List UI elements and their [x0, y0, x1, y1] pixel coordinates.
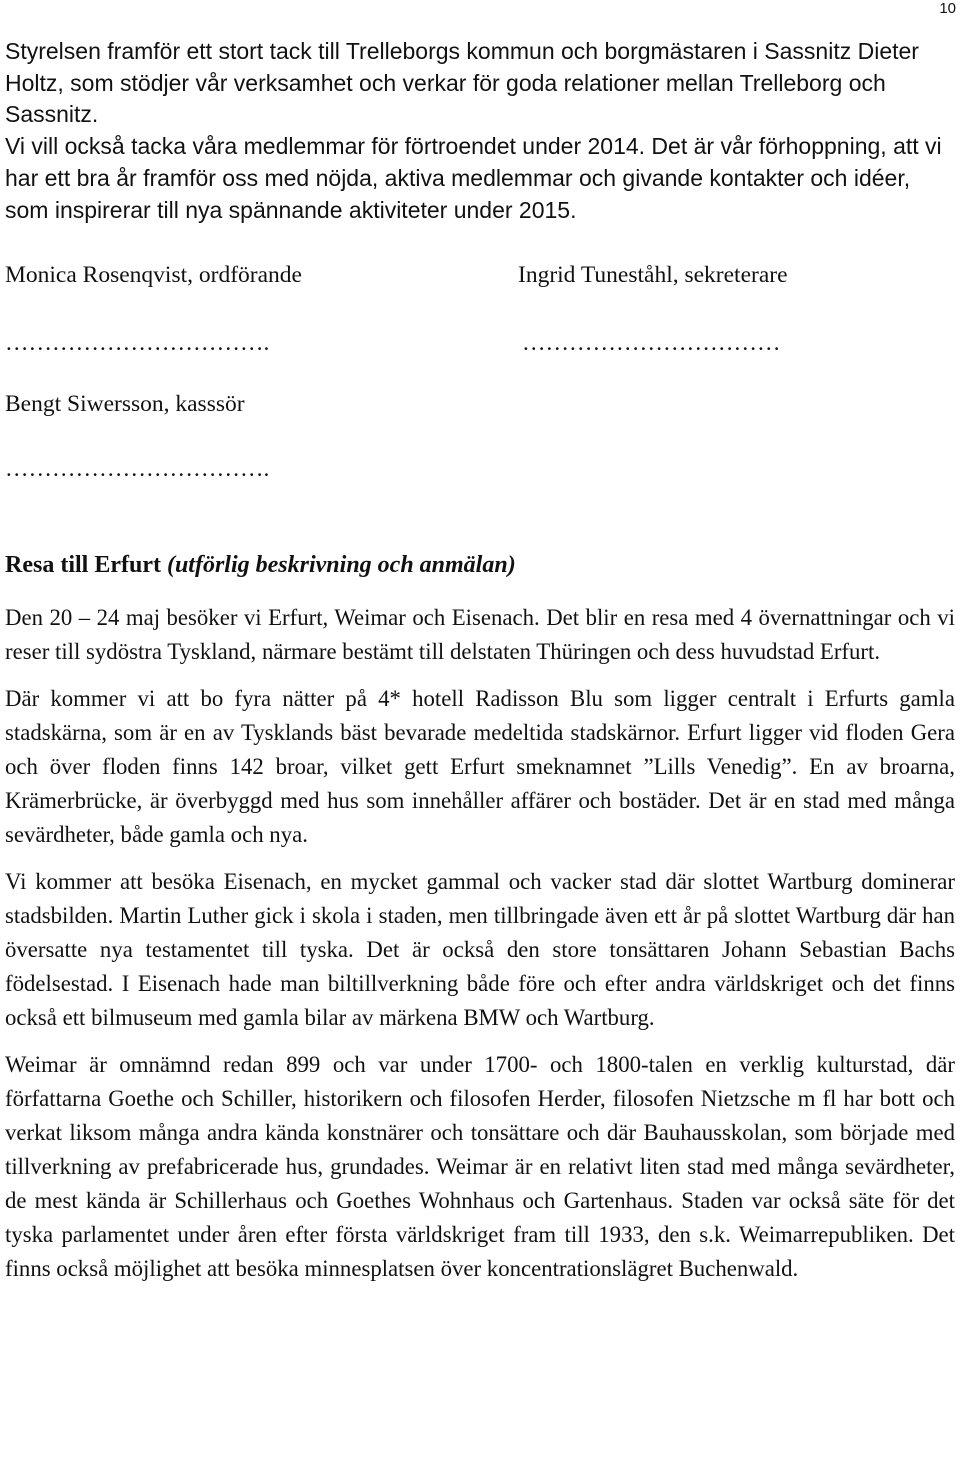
- page-number: 10: [939, 0, 956, 17]
- article-title: Resa till Erfurt: [5, 552, 161, 578]
- article-paragraph-weimar: Weimar är omnämnd redan 899 och var under 1700- och 1800-talen en verklig kulturstad, där författarna Goethe och Schiller, historikern och filosofen Herder, filosofen Nietzsche m fl har bott och verkat liksom många andra kända konstnärer och tonsättare och där Bauhausskolan, som började med tillverkning av prefabricerade hus, grundades. Weimar är en relativt liten stad med många sevärdheter, de mest kända är Schillerhaus och Goethes Wohnhaus och Gartenhaus. Staden var också säte för det tyska parlamentet under åren efter första världskriget fram till 1933, den s.k. Weimarrepubliken. Det finns också möjlighet att besöka minnesplatsen över koncentrationslägret Buchenwald.: [5, 1052, 955, 1281]
- intro-text: [5, 36, 955, 226]
- signature-line-secretary: ……………………………: [522, 330, 781, 356]
- article-paragraph-dates: Den 20 – 24 maj besöker vi Erfurt, Weimar och Eisenach. Det blir en resa med 4 övernattningar och vi reser till sydöstra Tyskland, närmare bestämt till delstaten Thüringen och dess huvudstad Erfurt.: [5, 605, 955, 664]
- article-body: [5, 601, 955, 1286]
- signature-name-treasurer: Bengt Siwersson, kasssör: [5, 391, 245, 417]
- article-paragraph-erfurt: Där kommer vi att bo fyra nätter på 4* hotell Radisson Blu som ligger centralt i Erfurts gamla stadskärna, som är en av Tysklands bäst bevarade medeltida stadskärnor. Erfurt ligger vid floden Gera och över floden finns 142 broar, vilket gett Erfurt smeknamnet ”Lills Venedig”. En av broarna, Krämerbrücke, är överbyggd med hus som innehåller affärer och bostäder. Det är en stad med många sevärdheter, både gamla och nya.: [5, 686, 955, 847]
- article-heading: [5, 552, 516, 579]
- article-paragraph-eisenach: Vi kommer att besöka Eisenach, en mycket gammal och vacker stad där slottet Wartburg dominerar stadsbilden. Martin Luther gick i skola i staden, men tillbringade även ett år på slottet Wartburg där han översatte nya testamentet till tyska. Det är också den store tonsättaren Johann Sebastian Bachs födelsestad. I Eisenach hade man biltillverkning både före och efter andra världskriget och det finns också ett bilmuseum med gamla bilar av märkena BMW och Wartburg.: [5, 869, 955, 1030]
- signature-name-secretary: Ingrid Tuneståhl, sekreterare: [518, 262, 788, 288]
- article-subtitle: (utförlig beskrivning och anmälan): [166, 552, 516, 578]
- signature-line-treasurer: …………………………….: [5, 456, 270, 482]
- intro-paragraph-members: Vi vill också tacka våra medlemmar för förtroendet under 2014. Det är vår förhoppning, att vi har ett bra år framför oss med nöjda, aktiva medlemmar och givande kontakter och idéer, som inspirerar till nya spännande aktiviteter under 2015.: [5, 133, 942, 223]
- signature-line-chair: …………………………….: [5, 330, 270, 356]
- signature-name-chair: Monica Rosenqvist, ordförande: [5, 262, 302, 288]
- intro-paragraph-thanks: Styrelsen framför ett stort tack till Trelleborgs kommun och borgmästaren i Sassnitz Dieter Holtz, som stödjer vår verksamhet och verkar för goda relationer mellan Trelleborg och Sassnitz.: [5, 38, 919, 128]
